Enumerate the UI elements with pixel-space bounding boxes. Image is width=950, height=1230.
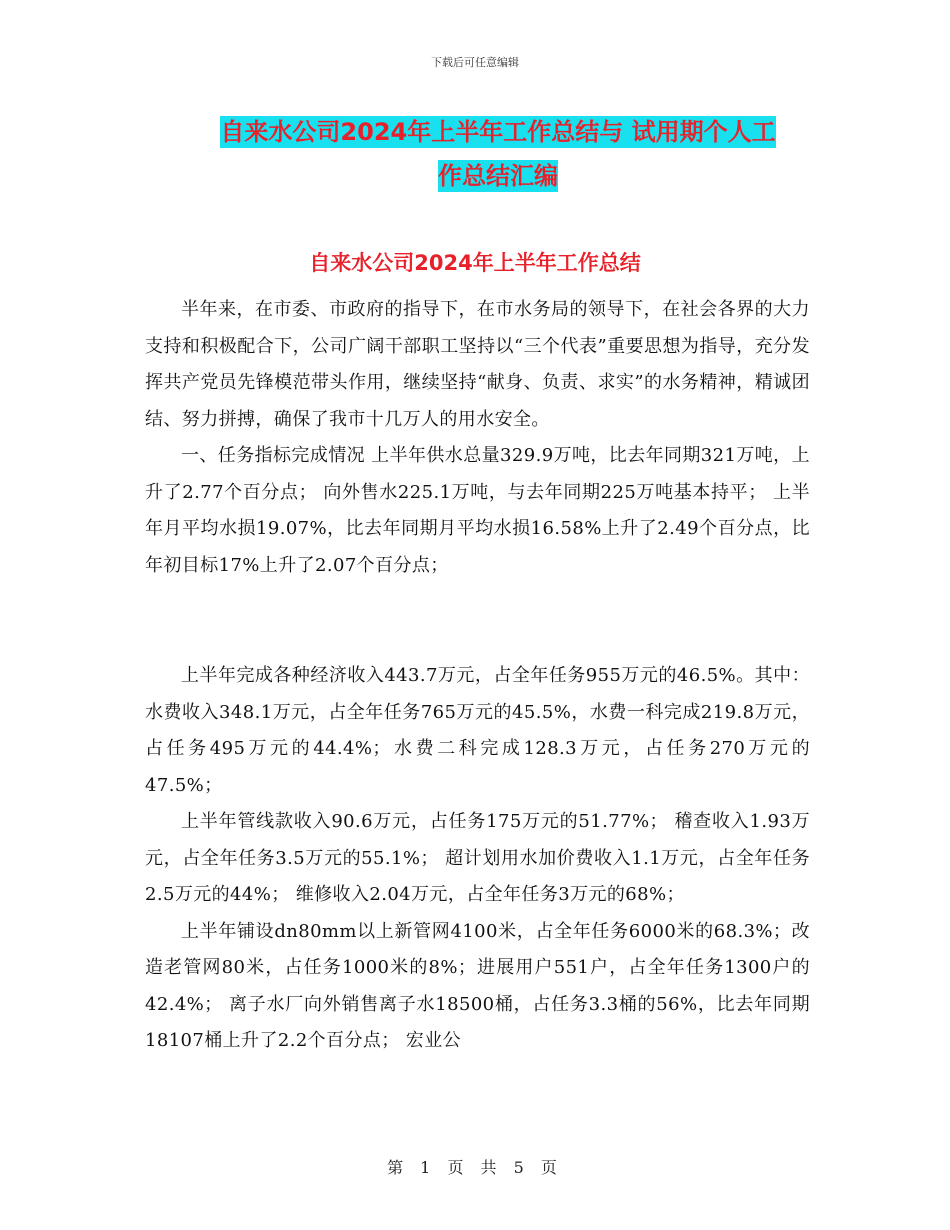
title-line-2: 作总结汇编 [438,162,558,190]
section-title: 自来水公司2024年上半年工作总结 [309,251,641,275]
paragraph: 一、任务指标完成情况 上半年供水总量329.9万吨，比去年同期321万吨，上升了2.77个百分点； 向外售水225.1万吨，与去年同期225万吨基本持平； 上半年月平均水损19.07%，比去年同期月平均水损16.58%上升了2.49个百分点，比年初目标17%上升了2.07个百分点； [145,445,810,576]
paragraph: 上半年管线款收入90.6万元，占任务175万元的51.77%； 稽查收入1.93万元，占全年任务3.5万元的55.1%； 超计划用水加价费收入1.1万元，占全年任务2.5万元的44%； 维修收入2.04万元，占全年任务3万元的68%； [145,811,810,905]
header-note: 下载后可任意编辑 [431,56,519,69]
body-section-1 [145,292,810,584]
body-section-2 [145,658,810,1060]
paragraph: 半年来，在市委、市政府的指导下，在市水务局的领导下，在社会各界的大力支持和积极配合下，公司广阔干部职工坚持以“三个代表”重要思想为指导，充分发挥共产党员先锋模范带头作用，继续坚持“献身、负责、求实”的水务精神，精诚团结、努力拼搏，确保了我市十几万人的用水安全。 [145,299,810,430]
title-line-1: 自来水公司2024年上半年工作总结与 试用期个人工 [220,118,776,146]
document-title [188,110,808,198]
paragraph: 上半年铺设dn80mm以上新管网4100米，占全年任务6000米的68.3%；改造老管网80米，占任务1000米的8%；进展用户551户，占全年任务1300户的42.4%； 离子水厂向外销售离子水18500桶，占任务3.3桶的56%，比去年同期18107桶上升了2.2个百分点； 宏业公 [145,920,810,1051]
paragraph: 上半年完成各种经济收入443.7万元，占全年任务955万元的46.5%。其中： 水费收入348.1万元，占全年任务765万元的45.5%，水费一科完成219.8万元，占任务495万元的44.4%；水费二科完成128.3万元，占任务270万元的47.5%； [145,665,810,796]
page-footer: 第 1 页 共 5 页 [387,1158,563,1177]
